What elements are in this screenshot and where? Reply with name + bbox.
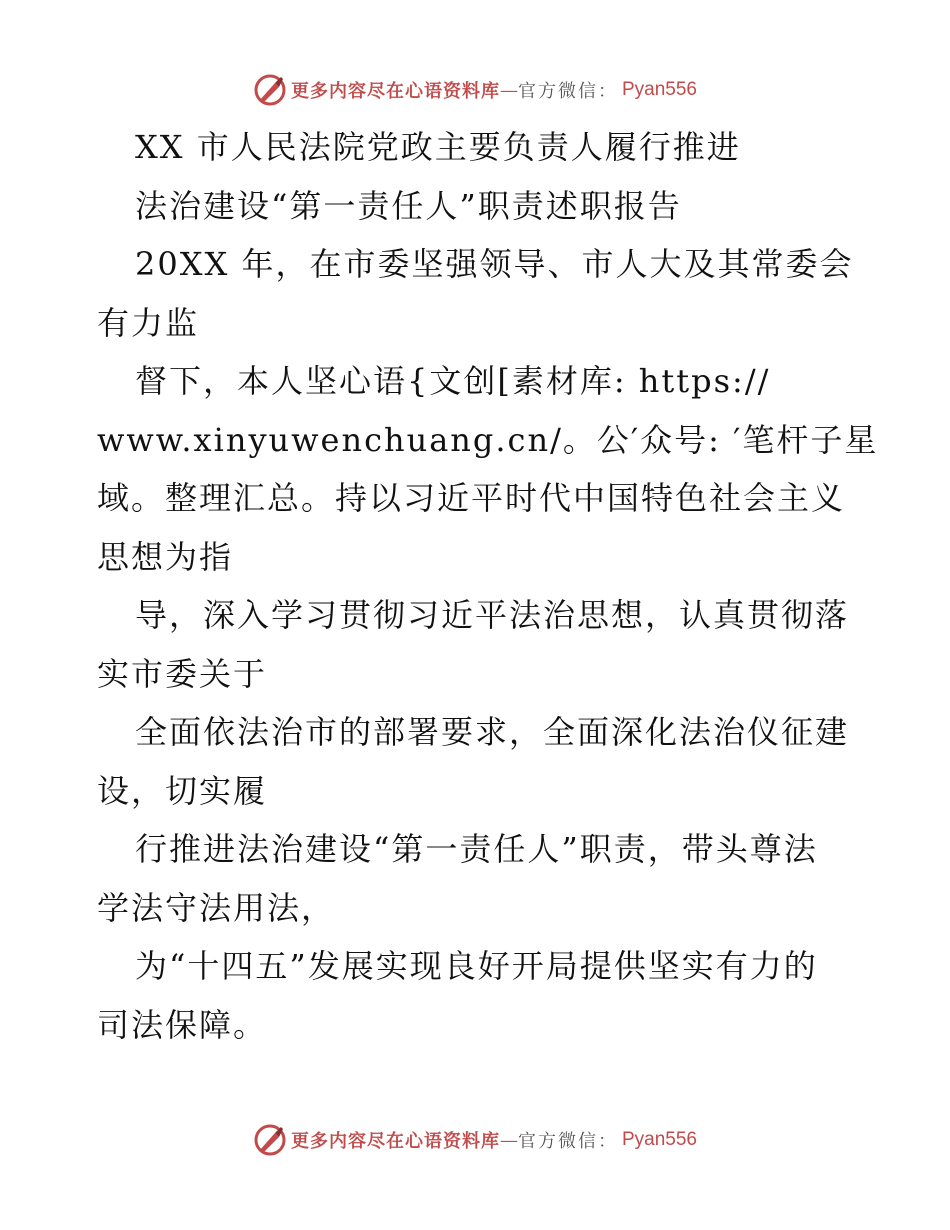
- paragraph-line: 导，深入学习贯彻习近平法治思想，认真贯彻落: [135, 596, 850, 634]
- footer-banner: [0, 1120, 950, 1160]
- paragraph-line: 为“十四五”发展实现良好开局提供坚实有力的: [135, 947, 818, 985]
- paragraph-line: 域。整理汇总。持以习近平时代中国特色社会主义: [97, 479, 846, 517]
- banner-dash: —: [499, 1129, 518, 1151]
- paragraph-line: 行推进法治建设“第一责任人”职责，带头尊法: [135, 830, 818, 868]
- paragraph-line: 全面依法治市的部署要求，全面深化法治仪征建: [135, 713, 850, 751]
- title-line-2: 法治建设“第一责任人”职责述职报告: [135, 186, 682, 225]
- banner-official-label: 官方微信：: [517, 1131, 618, 1152]
- header-banner: [0, 70, 950, 110]
- banner-wechat-id: Pyan556: [621, 79, 697, 100]
- paragraph-line: www.xinyuwenchuang.cn/。公′众号: ′笔杆子星: [97, 420, 879, 459]
- title-line-1: XX 市人民法院党政主要负责人履行推进: [135, 128, 741, 166]
- banner-official-label: 官方微信：: [517, 81, 618, 102]
- paragraph-line: 有力监: [97, 303, 200, 342]
- document-body: [97, 118, 879, 1054]
- paragraph-line: 司法保障。: [97, 1005, 268, 1044]
- banner-dash: —: [499, 79, 518, 101]
- banner-brand: 更多内容尽在心语资料库: [290, 81, 500, 102]
- paragraph-line: 设，切实履: [97, 771, 268, 810]
- pen-logo-icon: [253, 1123, 287, 1157]
- paragraph-line: 实市委关于: [97, 654, 268, 693]
- paragraph-line: 督下，本人坚心语{文创[素材库: https://: [135, 362, 771, 400]
- paragraph-line: 思想为指: [97, 537, 234, 576]
- banner-wechat-id: Pyan556: [621, 1129, 697, 1150]
- paragraph-line: 20XX 年，在市委坚强领导、市人大及其常委会: [135, 245, 854, 283]
- banner-brand: 更多内容尽在心语资料库: [290, 1131, 500, 1152]
- pen-logo-icon: [253, 73, 287, 107]
- paragraph-line: 学法守法用法，: [97, 888, 336, 927]
